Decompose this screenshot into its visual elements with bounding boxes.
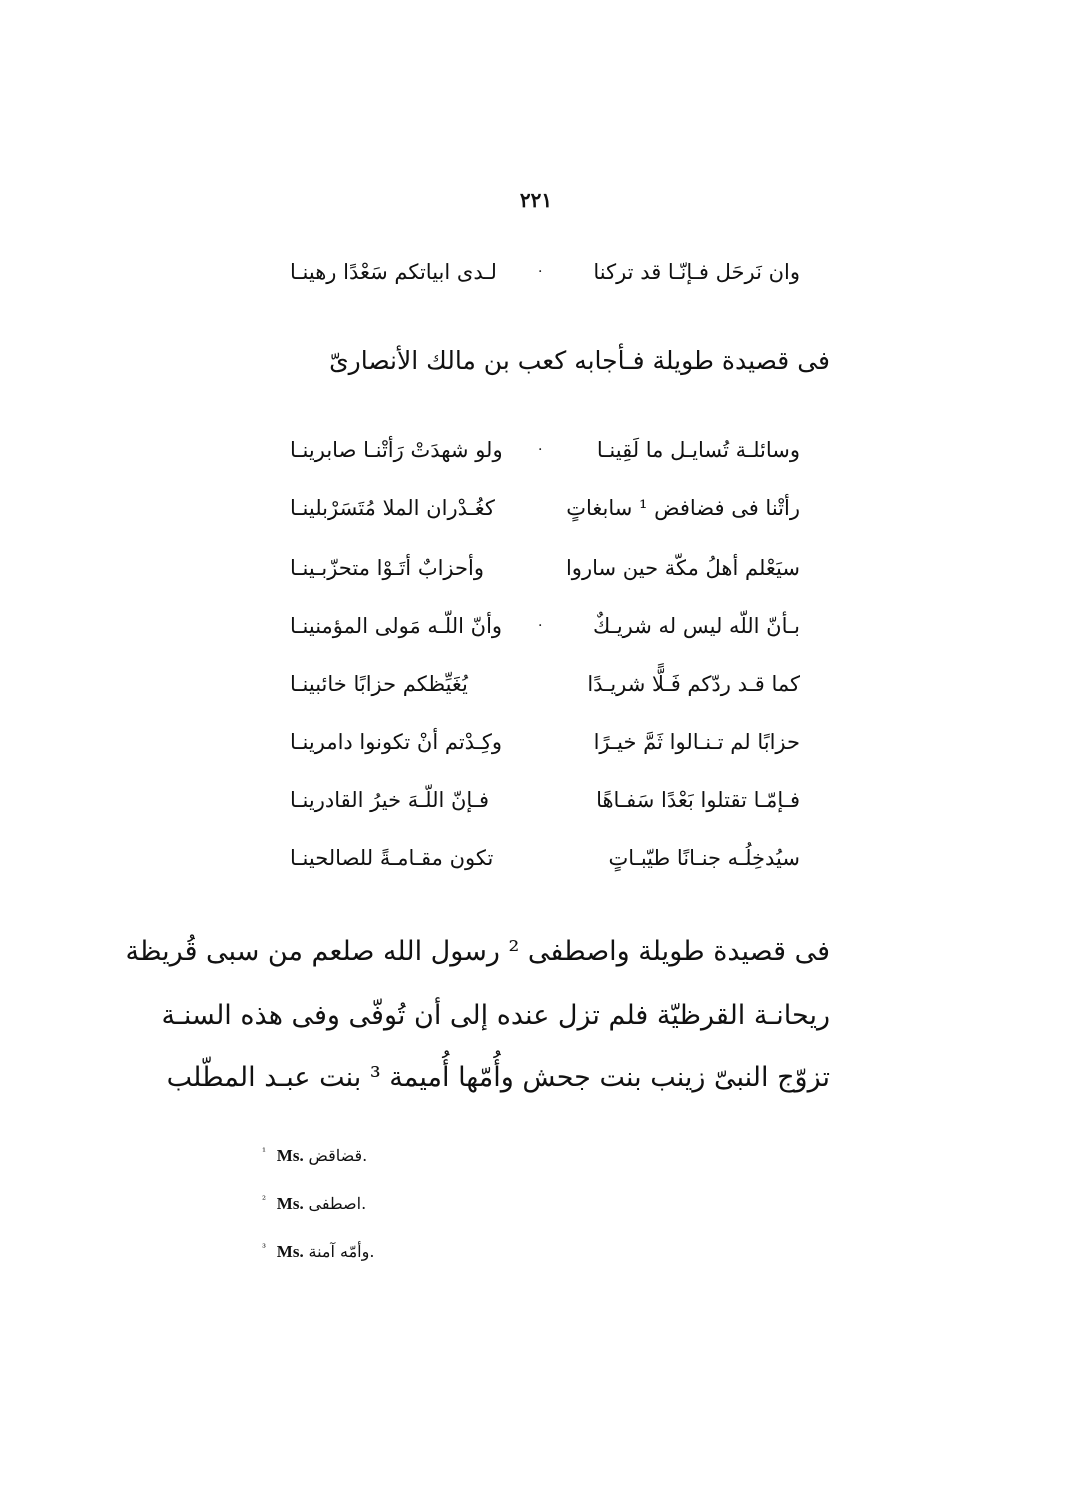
verse-separator: · bbox=[538, 618, 543, 634]
verse-first-hemistich: حزابًا لم تـنـالوا ثَمَّ خيـرًا bbox=[593, 730, 800, 754]
poem-verse bbox=[290, 606, 800, 646]
footnote-marker: ² bbox=[262, 1195, 267, 1206]
verse-separator: · bbox=[538, 264, 543, 280]
footnote-text: وأمّه آمنة. bbox=[308, 1242, 375, 1261]
poem-verse bbox=[290, 838, 800, 878]
poem-verse bbox=[290, 488, 800, 528]
prose-line: ريحانـة القرظيّة فلم تزل عنده إلى أن تُوفّى وفى هذه السنـة bbox=[161, 1000, 830, 1031]
footnote-text: قضاقض. bbox=[308, 1146, 368, 1165]
verse-first-hemistich: وسائلـة تُسايـل ما لَقِينـا bbox=[596, 438, 800, 462]
verse-second-hemistich: وكِـدْتم أنْ تكونوا دامرينـا bbox=[290, 730, 502, 754]
verse-first-hemistich: رأتْنا فى فضافض ¹ سابغاتٍ bbox=[566, 496, 800, 520]
verse-second-hemistich: وأحزابٌ أتَـوْا متحزّبـينـا bbox=[290, 556, 484, 580]
footnote bbox=[262, 1138, 367, 1168]
page-number: ٢٢١ bbox=[519, 188, 553, 212]
verse-first-hemistich: وان نَرحَل فـإنّـا قد تركنا bbox=[593, 260, 800, 284]
verse-second-hemistich: كغُـدْران الملا مُتَسَرْبلينـا bbox=[290, 496, 495, 520]
opening-verse bbox=[290, 252, 800, 292]
section-heading: فى قصيدة طويلة فـأجابه كعب بن مالك الأنصارىّ bbox=[329, 346, 830, 375]
footnote-ms-label: Ms. bbox=[276, 1194, 304, 1213]
footnote bbox=[262, 1234, 374, 1264]
verse-separator: · bbox=[538, 442, 543, 458]
poem-verse bbox=[290, 548, 800, 588]
poem-verse bbox=[290, 430, 800, 470]
prose-line: فى قصيدة طويلة واصطفى ² رسول الله صلعم من سبى قُريظة bbox=[125, 936, 830, 967]
verse-first-hemistich: بـأنّ اللّه ليس له شريـكٌ bbox=[592, 614, 800, 638]
verse-first-hemistich: فـإمّـا تقتلوا بَعْدًا سَفـاهًا bbox=[596, 788, 800, 812]
poem-verse bbox=[290, 722, 800, 762]
footnote-marker: ³ bbox=[262, 1243, 267, 1254]
footnote-ms-label: Ms. bbox=[276, 1242, 304, 1261]
verse-first-hemistich: سيَعْلم أهلُ مكّة حين ساروا bbox=[565, 556, 800, 580]
poem-verse bbox=[290, 780, 800, 820]
verse-first-hemistich: سيُدخِلُـه جنـانًا طيّبـاتٍ bbox=[608, 846, 800, 870]
footnote-marker: ¹ bbox=[262, 1147, 267, 1158]
verse-second-hemistich: وأنّ اللّـه مَولى المؤمنينـا bbox=[290, 614, 503, 638]
footnote-text: اصطفى. bbox=[308, 1194, 367, 1213]
footnote bbox=[262, 1186, 366, 1216]
verse-second-hemistich: يُغَيِّظكم حزابًا خائبينـا bbox=[290, 672, 468, 696]
verse-second-hemistich: تكون مقـامـةً للصالحينـا bbox=[290, 846, 494, 870]
verse-second-hemistich: فـإنّ اللّـهَ خيرُ القادرينـا bbox=[290, 788, 490, 812]
poem-verse bbox=[290, 664, 800, 704]
prose-line: تزوّج النبىّ زينب بنت جحش وأُمّها أُميمة ³ بنت عبـد المطّلب bbox=[166, 1062, 830, 1093]
footnote-ms-label: Ms. bbox=[276, 1146, 304, 1165]
verse-second-hemistich: لـدى ابياتكم سَعْدًا رهينـا bbox=[290, 260, 497, 284]
verse-first-hemistich: كما قـد ردّكم فَـلًّا شريـدًا bbox=[587, 672, 800, 696]
verse-second-hemistich: ولو شهدَتْ رَأتْنـا صابرينـا bbox=[290, 438, 503, 462]
